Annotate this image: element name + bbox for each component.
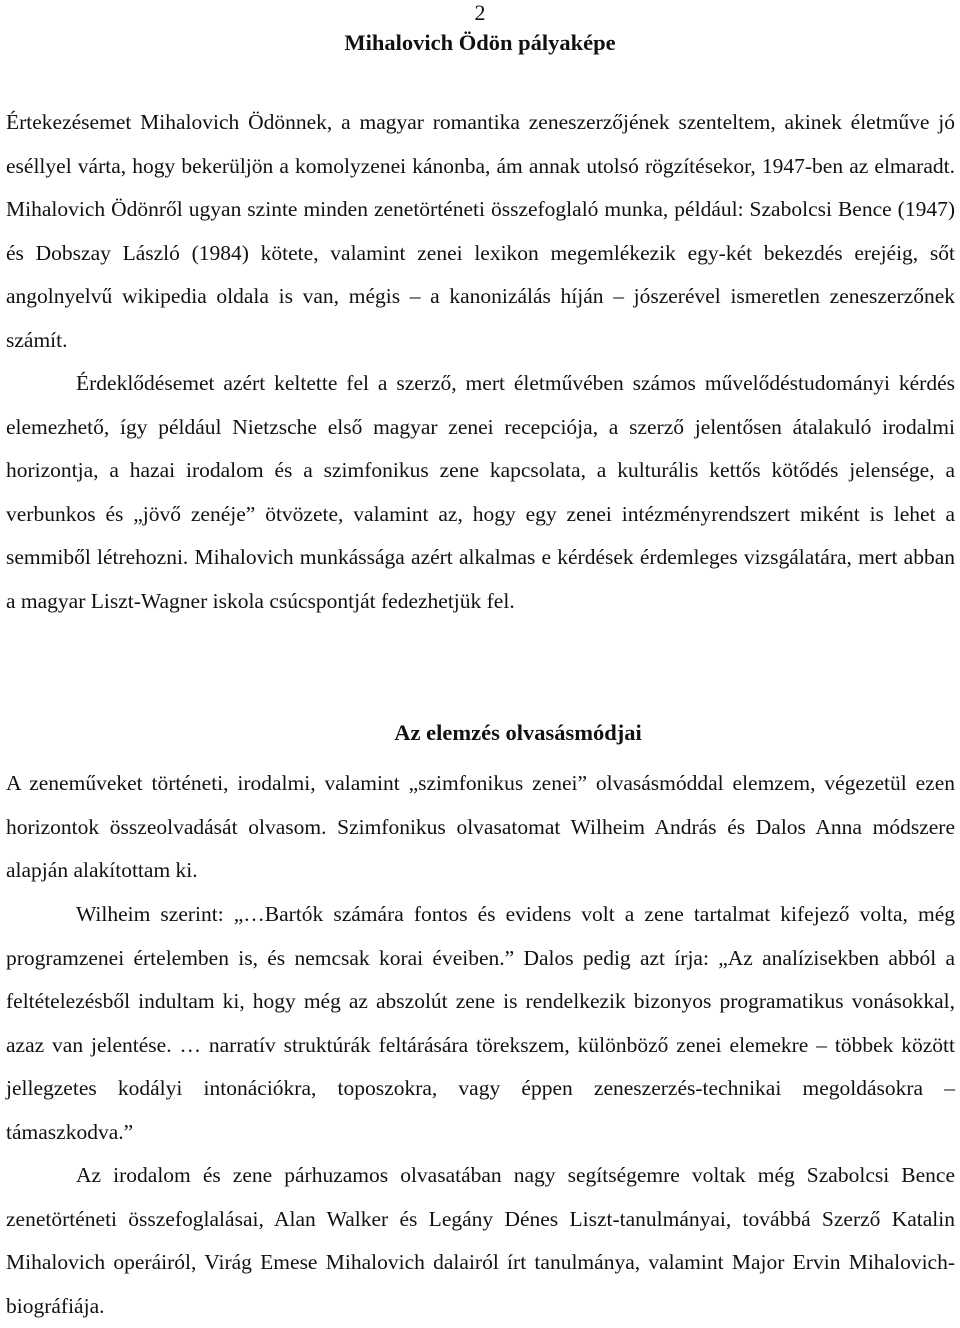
- paragraph-method: A zeneműveket történeti, irodalmi, valamint „szimfonikus zenei” olvasásmóddal elemzem, végezetül ezen horizontok összeolvadását olvasom. Szimfonikus olvasatomat Wilheim András és Dalos Anna módszere alapján alakítottam ki.: [6, 771, 955, 882]
- paragraph-sources: Az irodalom és zene párhuzamos olvasatában nagy segítségemre voltak még Szabolcsi Bence zenetörténeti összefoglalásai, Alan Walker és Legány Dénes Liszt-tanulmányai, továbbá Szerző Katalin Mihalovich operáiról, Virág Emese Mihalovich dalairól írt tanulmánya, valamint Major Ervin Mihalovich-biográfiája.: [6, 1163, 955, 1318]
- page-title: Mihalovich Ödön pályaképe: [344, 30, 616, 55]
- paragraph-interest: Érdeklődésemet azért keltette fel a szerző, mert életművében számos művelődéstudományi kérdés elemezhető, így például Nietzsche első magyar zenei recepciója, a szerző jelentősen átalakuló irodalmi horizontja, a hazai irodalom és a szimfonikus zene kapcsolata, a kulturális kettős kötődés jelensége, a verbunkos és „jövő zenéje” ötvözete, valamint az, hogy egy zenei intézményrendszert miként is lehet a semmiből létrehozni. Mihalovich munkássága azért alkalmas e kérdések érdemleges vizsgálatára, mert abban a magyar Liszt-Wagner iskola csúcspontját fedezhetjük fel.: [6, 371, 955, 613]
- section-heading: Az elemzés olvasásmódjai: [394, 720, 642, 745]
- paragraph-quotes: Wilheim szerint: „…Bartók számára fontos és evidens volt a zene tartalmat kifejező volta, még programzenei értelemben is, és nemcsak korai éveiben.” Dalos pedig azt írja: „Az analízisekben abból a feltételezésből indultam ki, hogy még az abszolút zene is rendelkezik bizonyos programatikus vonásokkal, azaz van jelentése. … narratív struktúrák feltárására törekszem, különböző zenei elemekre – többek között jellegzetes kodályi intonációkra, toposzokra, vagy éppen zeneszerzés-technikai megoldásokra – támaszkodva.”: [6, 902, 955, 1144]
- paragraph-intro: Értekezésemet Mihalovich Ödönnek, a magyar romantika zeneszerzőjének szenteltem, akinek életműve jó eséllyel várta, hogy bekerüljön a komolyzenei kánonba, ám annak utolsó rögzítésekor, 1947-ben az elmaradt. Mihalovich Ödönről ugyan szinte minden zenetörténeti összefoglaló munka, például: Szabolcsi Bence (1947) és Dobszay László (1984) kötete, valamint zenei lexikon megemlékezik egy-két bekezdés erejéig, sőt angolnyelvű wikipedia oldala is van, mégis – a kanonizálás híján – jószerével ismeretlen zeneszerzőnek számít.: [6, 110, 955, 352]
- page-number: 2: [474, 0, 486, 25]
